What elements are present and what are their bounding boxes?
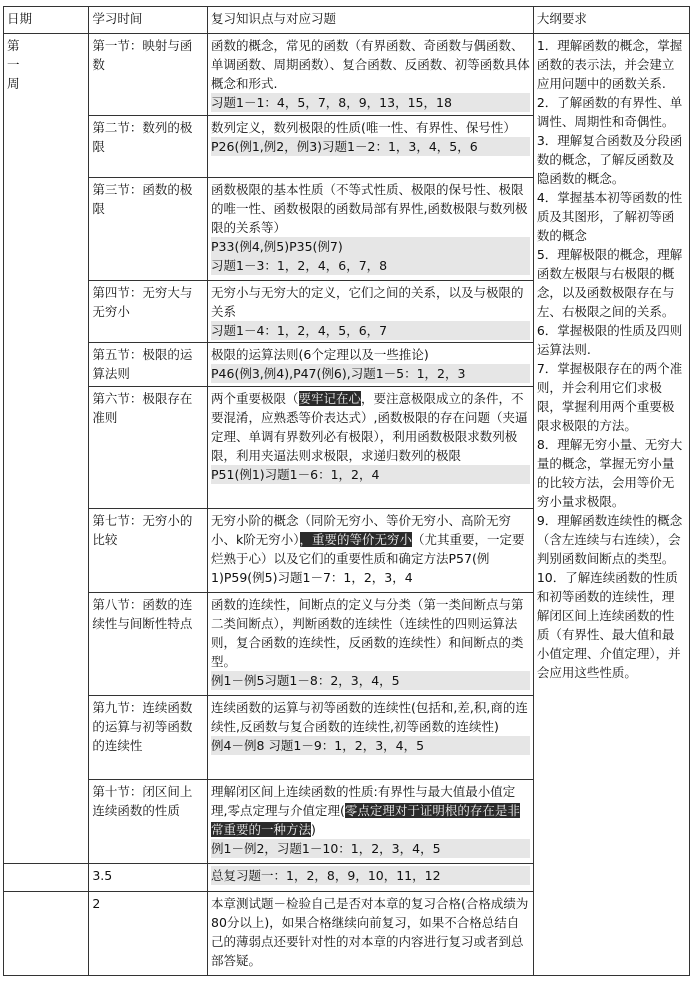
section-title: 第九节：连续函数的运算与初等函数的连续性 [89, 696, 208, 780]
section-title: 3.5 [89, 864, 208, 892]
section-content-text [211, 389, 530, 465]
content-post: （尤其重要，一定要烂熟于心）以及它们的重要性质和确定方法P57(例1)P59(例5)习题1－7：1，2，3，4 [211, 532, 525, 585]
section-content-text: 函数的概念，常见的函数（有界函数、奇函数与偶函数、单调函数、周期函数）、复合函数、反函数、初等函数具体概念和形式. [211, 38, 530, 91]
header-review-content: 复习知识点与对应习题 [208, 7, 534, 34]
week-label-3: 周 [7, 76, 20, 91]
table-row [4, 34, 690, 116]
section-content [208, 780, 534, 864]
section-content-text: 数列定义，数列极限的性质(唯一性、有界性、保号性） [211, 120, 516, 135]
header-row [4, 7, 690, 34]
content-pre: 无穷小阶的概念（同阶无穷小、等价无穷小、高阶无穷小、k阶无穷小） [211, 513, 512, 547]
section-content [208, 116, 534, 178]
section-title: 第十节：闭区间上连续函数的性质 [89, 780, 208, 864]
syllabus-cell [533, 34, 689, 976]
section-title: 第二节：数列的极限 [89, 116, 208, 178]
content-highlight: 零点定理对于证明根的存在是非常重要的一种方法 [211, 803, 520, 837]
section-exercises: 例1－例5习题1－8：2，3，4，5 [211, 671, 530, 690]
content-pre: 理解闭区间上连续函数的性质:有界性与最大值最小值定理,零点定理与介值定理( [211, 784, 516, 818]
requirement-item: 8．理解无穷小量、无穷大量的概念，掌握无穷小量的比较方法，会用等价无穷小量求极限。 [536, 437, 683, 509]
section-content-text: 极限的运算法则(6个定理以及一些推论) [211, 347, 429, 362]
section-title: 第七节：无穷小的比较 [89, 509, 208, 593]
requirement-item: 7．掌握极限存在的两个准则，并会利用它们求极限，掌握利用两个重要极限求极限的方法。 [536, 361, 683, 433]
section-title: 第八节：函数的连续性与间断性特点 [89, 593, 208, 696]
requirement-item: 10．了解连续函数的性质和初等函数的连续性，理解闭区间上连续函数的性质（有界性、最大值和最小值定理、介值定理），并会应用这些性质。 [536, 570, 681, 680]
requirement-item: 3．理解复合函数及分段函数的概念，了解反函数及隐函数的概念。 [536, 133, 683, 186]
section-content [208, 178, 534, 281]
section-exercises-2: 习题1－3：1，2，4，6，7，8 [211, 256, 530, 275]
section-content-text: 连续函数的运算与初等函数的连续性(包括和,差,积,商的连续性,反函数与复合函数的连续性,初等函数的连续性) [211, 700, 528, 734]
section-content [208, 864, 534, 892]
section-content [208, 387, 534, 509]
section-title: 第四节：无穷大与无穷小 [89, 281, 208, 343]
section-exercises: 习题1－1：4，5，7，8，9，13，15，18 [211, 93, 530, 112]
study-plan-table [3, 6, 690, 976]
content-post: ) [311, 822, 316, 837]
section-content-text [211, 511, 530, 587]
section-title: 第六节：极限存在准则 [89, 387, 208, 509]
content-pre: 两个重要极限（ [211, 391, 299, 406]
week-label-2: 一 [7, 57, 20, 72]
section-content [208, 593, 534, 696]
section-content-text: 无穷小与无穷大的定义，它们之间的关系，以及与极限的关系 [211, 285, 524, 319]
section-title: 第五节：极限的运算法则 [89, 343, 208, 387]
section-title: 第一节：映射与函数 [89, 34, 208, 116]
section-exercises: P51(例1)习题1－6：1，2，4 [211, 465, 530, 484]
header-study-time: 学习时间 [89, 7, 208, 34]
header-syllabus: 大纲要求 [533, 7, 689, 34]
requirement-item: 2．了解函数的有界性、单调性、周期性和奇偶性。 [536, 95, 683, 129]
header-date: 日期 [4, 7, 89, 34]
requirement-item: 5．理解极限的概念，理解函数左极限与右极限的概念，以及函数极限存在与左、右极限之间的关系。 [536, 247, 683, 319]
section-exercises: P46(例3,例4),P47(例6),习题1－5：1，2，3 [211, 364, 530, 383]
section-exercises: 例1－例2，习题1－10：1，2，3，4，5 [211, 839, 530, 858]
week-cell [4, 34, 89, 864]
section-content [208, 281, 534, 343]
requirement-item: 9．理解函数连续性的概念（含左连续与右连续），会判别函数间断点的类型。 [536, 513, 683, 566]
section-content-text: 函数的连续性，间断点的定义与分类（第一类间断点与第二类间断点），判断函数的连续性（连续性的四则运算法则，复合函数的连续性，反函数的连续性）和间断点的类型。 [211, 597, 524, 669]
requirement-item: 1．理解函数的概念，掌握函数的表示法，并会建立应用问题中的函数关系. [536, 38, 683, 91]
section-content-text: 总复习题一：1，2，8，9，10，11，12 [211, 866, 530, 885]
requirement-item: 4．掌握基本初等函数的性质及其图形，了解初等函数的概念 [536, 190, 683, 243]
empty-date-cell [4, 892, 89, 976]
content-post: ，要注意极限成立的条件，不要混淆，应熟悉等价表达式）,函数极限的存在问题（夹逼定理、单调有界数列必有极限），利用函数极限求数列极限，利用夹逼法则求极限，求递归数列的极限 [211, 391, 528, 463]
section-content [208, 34, 534, 116]
section-content [208, 509, 534, 593]
week-label-1: 第 [7, 38, 20, 53]
section-content [208, 892, 534, 976]
section-exercises: 例4－例8 习题1－9：1，2，3，4，5 [211, 736, 530, 755]
section-title: 2 [89, 892, 208, 976]
section-content-text [211, 782, 530, 839]
section-content-text: 本章测试题－检验自己是否对本章的复习合格(合格成绩为80分以上)，如果合格继续向前复习，如果不合格总结自己的薄弱点还要针对性的对本章的内容进行复习或者到总部答疑。 [211, 896, 529, 968]
section-content-text: 函数极限的基本性质（不等式性质、极限的保号性、极限的唯一性、函数极限的函数局部有界性,函数极限与数列极限的关系等） [211, 182, 528, 235]
section-content [208, 343, 534, 387]
content-highlight: 要牢记在心 [298, 391, 362, 406]
section-exercises: P26(例1,例2，例3)习题1－2：1，3，4，5，6 [211, 137, 530, 156]
empty-date-cell [4, 864, 89, 892]
requirement-item: 6．掌握极限的性质及四则运算法则. [536, 323, 683, 357]
section-exercises: P33(例4,例5)P35(例7) [211, 237, 530, 256]
content-highlight: ，重要的等价无穷小 [299, 532, 413, 547]
section-title: 第三节：函数的极限 [89, 178, 208, 281]
section-content [208, 696, 534, 780]
section-exercises: 习题1－4：1，2，4，5，6，7 [211, 321, 530, 340]
